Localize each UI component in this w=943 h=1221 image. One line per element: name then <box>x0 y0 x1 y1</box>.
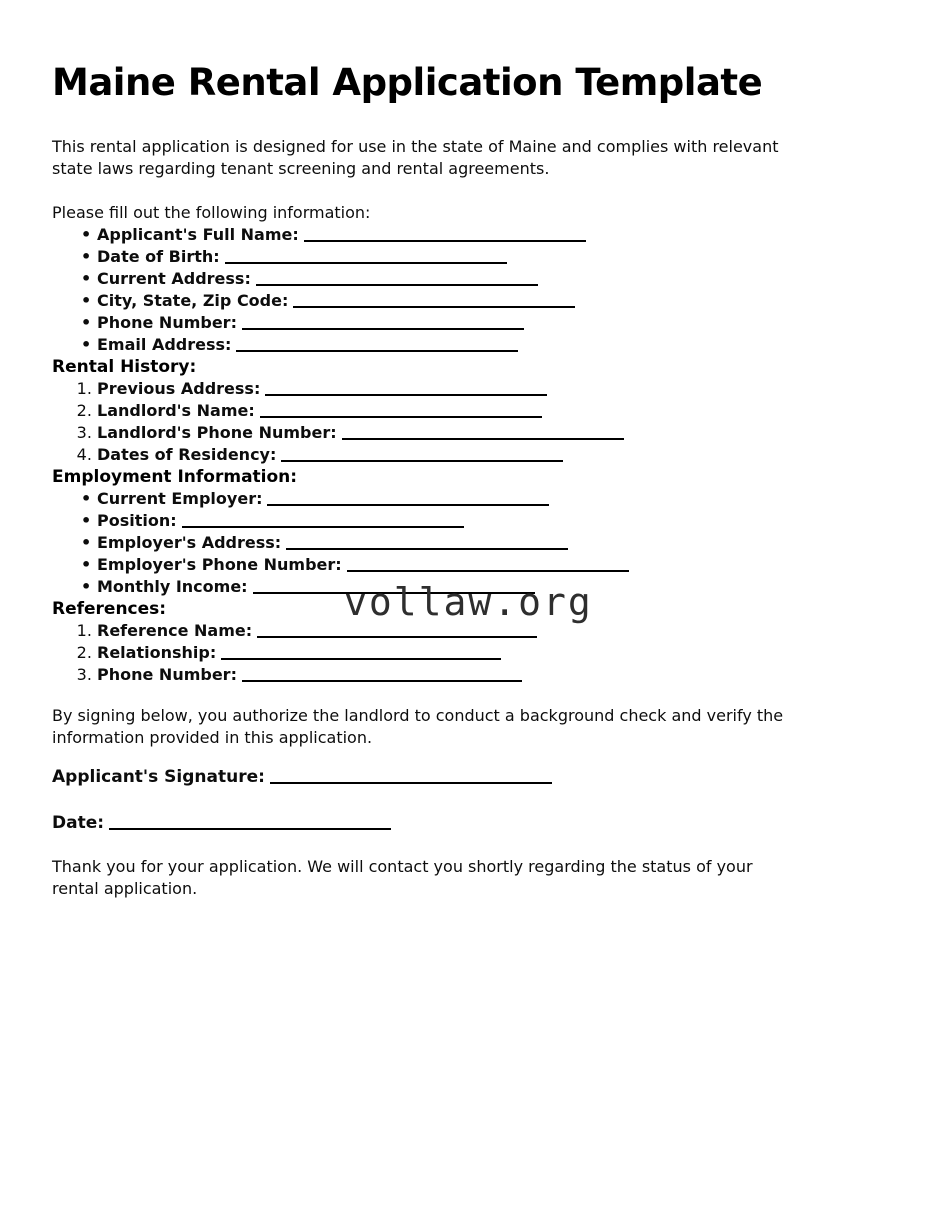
signature-row <box>52 766 891 788</box>
field-label-applicant-full-name: Applicant's Full Name: <box>97 225 299 244</box>
closing-line: Thank you for your application. We will contact you shortly regarding the status of your <box>52 857 753 876</box>
city-state-zip-blank[interactable] <box>293 304 575 308</box>
rental-history-list <box>52 378 891 466</box>
section-heading-employment: Employment Information: <box>52 467 298 487</box>
employment-info-list <box>52 488 891 598</box>
employer-phone-blank[interactable] <box>347 568 629 572</box>
form-field-row <box>97 510 891 532</box>
field-label-landlord-phone: Landlord's Phone Number: <box>97 423 337 442</box>
form-field-row <box>97 224 891 246</box>
relationship-blank[interactable] <box>221 656 501 660</box>
monthly-income-blank[interactable] <box>253 590 535 594</box>
landlord-name-blank[interactable] <box>260 414 542 418</box>
form-field-row <box>97 378 891 400</box>
watermark: vollaw.org <box>344 580 593 624</box>
form-field-row <box>97 444 891 466</box>
form-field-row <box>97 334 891 356</box>
field-label-monthly-income: Monthly Income: <box>97 577 248 596</box>
form-field-row <box>97 422 891 444</box>
field-label-current-address: Current Address: <box>97 269 251 288</box>
form-field-row <box>97 400 891 422</box>
date-label: Date: <box>52 813 105 833</box>
applicant-full-name-blank[interactable] <box>304 238 586 242</box>
fill-prompt: Please fill out the following information: <box>52 203 371 222</box>
field-label-position: Position: <box>97 511 177 530</box>
form-field-row <box>97 664 891 686</box>
references-list <box>52 620 891 686</box>
field-label-employer-address: Employer's Address: <box>97 533 282 552</box>
field-label-city-state-zip: City, State, Zip Code: <box>97 291 289 310</box>
field-label-phone-number: Phone Number: <box>97 313 237 332</box>
authorization-line: information provided in this application. <box>52 728 373 747</box>
authorization-paragraph <box>52 705 891 749</box>
field-label-email-address: Email Address: <box>97 335 232 354</box>
field-label-reference-phone: Phone Number: <box>97 665 237 684</box>
email-address-blank[interactable] <box>236 348 518 352</box>
date-blank[interactable] <box>109 826 391 830</box>
previous-address-blank[interactable] <box>265 392 547 396</box>
section-heading-rental-history: Rental History: <box>52 357 197 377</box>
field-label-relationship: Relationship: <box>97 643 217 662</box>
current-address-blank[interactable] <box>256 282 538 286</box>
field-label-previous-address: Previous Address: <box>97 379 261 398</box>
field-label-employer-phone: Employer's Phone Number: <box>97 555 342 574</box>
landlord-phone-blank[interactable] <box>342 436 624 440</box>
date-of-birth-blank[interactable] <box>225 260 507 264</box>
signature-label: Applicant's Signature: <box>52 767 265 787</box>
reference-phone-blank[interactable] <box>242 678 522 682</box>
intro-paragraph <box>52 136 891 180</box>
form-field-row <box>97 246 891 268</box>
field-label-reference-name: Reference Name: <box>97 621 253 640</box>
employer-address-blank[interactable] <box>286 546 568 550</box>
closing-line: rental application. <box>52 879 198 898</box>
authorization-line: By signing below, you authorize the landlord to conduct a background check and verify the <box>52 706 784 725</box>
field-label-dates-of-residency: Dates of Residency: <box>97 445 277 464</box>
form-field-row <box>97 620 891 642</box>
field-label-current-employer: Current Employer: <box>97 489 263 508</box>
position-blank[interactable] <box>182 524 464 528</box>
section-heading-references: References: <box>52 599 167 619</box>
page-title: Maine Rental Application Template <box>52 61 763 104</box>
form-field-row <box>97 290 891 312</box>
form-field-row <box>97 488 891 510</box>
applicant-signature-blank[interactable] <box>270 780 552 784</box>
form-field-row <box>97 268 891 290</box>
form-field-row <box>97 576 891 598</box>
intro-line: This rental application is designed for use in the state of Maine and complies with relevant <box>52 137 779 156</box>
form-field-row <box>97 532 891 554</box>
form-field-row <box>97 554 891 576</box>
form-field-row <box>97 642 891 664</box>
field-label-date-of-birth: Date of Birth: <box>97 247 220 266</box>
form-field-row <box>97 312 891 334</box>
reference-name-blank[interactable] <box>257 634 537 638</box>
date-row <box>52 812 891 834</box>
current-employer-blank[interactable] <box>267 502 549 506</box>
field-label-landlord-name: Landlord's Name: <box>97 401 255 420</box>
intro-line: state laws regarding tenant screening and rental agreements. <box>52 159 550 178</box>
dates-of-residency-blank[interactable] <box>281 458 563 462</box>
phone-number-blank[interactable] <box>242 326 524 330</box>
applicant-info-list <box>52 224 891 356</box>
closing-paragraph <box>52 856 891 900</box>
